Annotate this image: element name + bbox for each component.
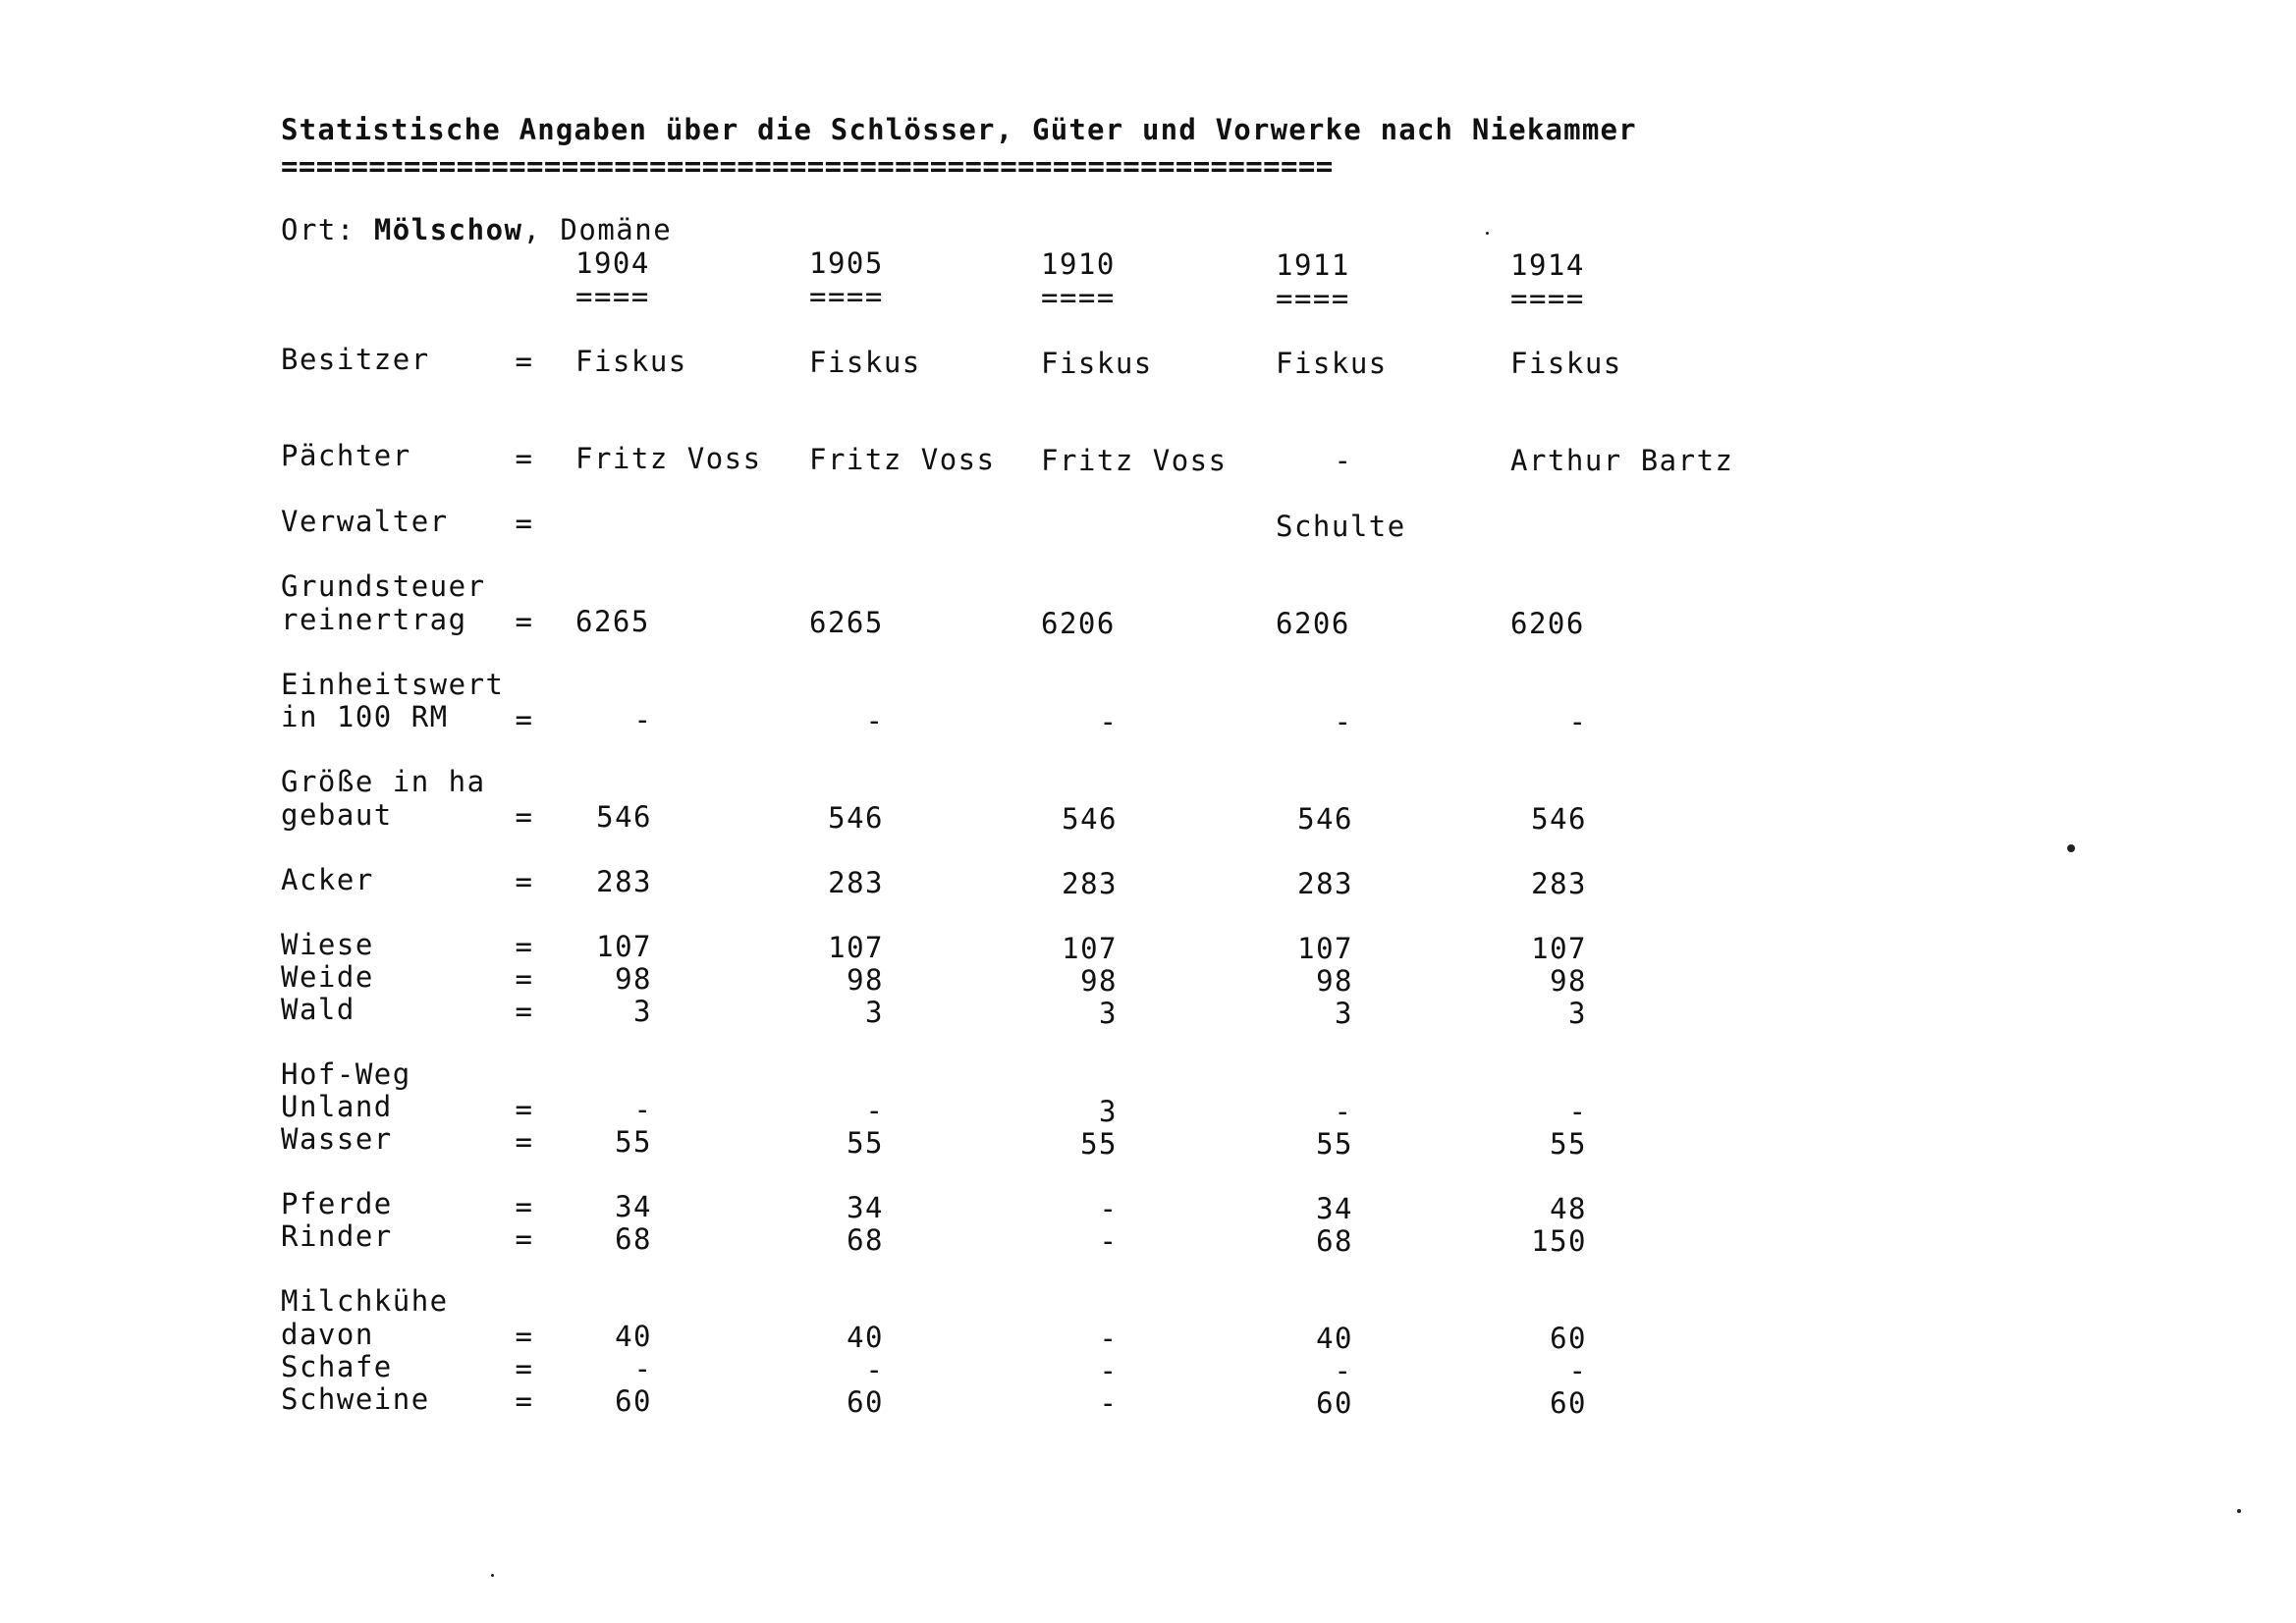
row-label-rinder: Rinder (281, 1219, 393, 1253)
cell-rinder-1911: 68 (1316, 1224, 1353, 1258)
cell-schafe-1914: - (1568, 1354, 1588, 1387)
cell-wald-1911: 3 (1335, 997, 1353, 1030)
cell-reinertrag-1905: 6265 (809, 606, 884, 639)
cell-schafe-1905: - (865, 1353, 885, 1386)
cell-schafe-1910: - (1099, 1354, 1119, 1387)
cell-unland-1914: - (1568, 1095, 1588, 1128)
cell-rinder-1905: 68 (847, 1223, 884, 1257)
row-label-groesse: Größe in ha (281, 765, 486, 798)
cell-pferde-1910: - (1099, 1192, 1119, 1225)
cell-gebaut-1911: 546 (1297, 802, 1353, 836)
cell-acker-1904: 283 (596, 865, 652, 898)
cell-einheitswert-1904: - (633, 703, 653, 736)
cell-schweine-1911: 60 (1316, 1386, 1353, 1420)
cell-reinertrag-1904: 6265 (575, 605, 650, 638)
cell-pferde-1911: 34 (1316, 1192, 1353, 1225)
cell-acker-1910: 283 (1062, 867, 1118, 900)
cell-reinertrag-1911: 6206 (1276, 607, 1350, 640)
cell-wasser-1904: 55 (615, 1125, 652, 1159)
year-underline-1910: ==== (1041, 281, 1116, 314)
row-label-hof-weg: Hof-Weg (281, 1057, 411, 1091)
cell-pferde-1914: 48 (1550, 1192, 1587, 1225)
row-equals: = (515, 865, 534, 898)
cell-rinder-1904: 68 (615, 1222, 652, 1256)
row-equals: = (515, 507, 534, 540)
cell-unland-1910: 3 (1099, 1095, 1118, 1128)
row-equals: = (515, 930, 534, 963)
document-title: Statistische Angaben über die Schlösser, Güter und Vorwerke nach Niekammer (281, 113, 1637, 146)
cell-unland-1911: - (1334, 1095, 1353, 1128)
cell-besitzer-1904: Fiskus (575, 345, 687, 378)
cell-wasser-1914: 55 (1550, 1127, 1587, 1161)
cell-acker-1914: 283 (1531, 867, 1587, 900)
row-label-pferde: Pferde (281, 1187, 393, 1220)
cell-wald-1904: 3 (633, 995, 652, 1028)
title-underline: ============================================================ (281, 149, 1334, 183)
row-label-gebaut: gebaut (281, 798, 393, 832)
row-equals: = (515, 442, 534, 475)
cell-rinder-1910: - (1099, 1224, 1119, 1258)
cell-besitzer-1914: Fiskus (1510, 347, 1622, 380)
row-label-besitzer: Besitzer (281, 343, 430, 376)
year-underline-1904: ==== (575, 280, 650, 313)
cell-schweine-1914: 60 (1550, 1386, 1587, 1420)
cell-wasser-1905: 55 (847, 1126, 884, 1160)
row-equals: = (515, 1222, 534, 1256)
cell-pferde-1905: 34 (847, 1191, 884, 1224)
scan-speck (2067, 844, 2075, 852)
cell-wald-1905: 3 (865, 996, 884, 1029)
cell-davon-1910: - (1099, 1322, 1119, 1355)
cell-wiese-1905: 107 (828, 931, 884, 964)
cell-rinder-1914: 150 (1531, 1224, 1587, 1258)
location-line (281, 213, 672, 246)
row-equals: = (515, 1352, 534, 1385)
cell-weide-1904: 98 (615, 962, 652, 996)
row-equals: = (515, 703, 534, 736)
cell-unland-1905: - (865, 1094, 885, 1127)
cell-paechter-1910: Fritz Voss (1041, 444, 1228, 477)
row-equals: = (515, 995, 534, 1028)
cell-davon-1914: 60 (1550, 1322, 1587, 1355)
cell-schweine-1904: 60 (615, 1384, 652, 1418)
cell-besitzer-1905: Fiskus (809, 346, 921, 379)
cell-einheitswert-1905: - (865, 704, 885, 737)
cell-wiese-1914: 107 (1531, 932, 1587, 965)
cell-pferde-1904: 34 (615, 1190, 652, 1223)
cell-besitzer-1911: Fiskus (1276, 347, 1388, 380)
cell-davon-1904: 40 (615, 1320, 652, 1353)
cell-schweine-1905: 60 (847, 1385, 884, 1419)
row-label-davon: davon (281, 1318, 374, 1351)
cell-acker-1905: 283 (828, 866, 884, 899)
cell-paechter-1914: Arthur Bartz (1510, 444, 1734, 477)
row-equals: = (515, 1125, 534, 1159)
scan-speck (2237, 1509, 2241, 1513)
year-underline-1911: ==== (1276, 282, 1350, 315)
year-underline-1914: ==== (1510, 282, 1585, 315)
cell-weide-1911: 98 (1316, 964, 1353, 998)
row-label-weide: Weide (281, 960, 374, 994)
cell-unland-1904: - (633, 1093, 653, 1126)
scan-speck (1486, 232, 1489, 235)
cell-wald-1910: 3 (1099, 997, 1118, 1030)
cell-weide-1914: 98 (1550, 964, 1587, 998)
cell-wasser-1911: 55 (1316, 1127, 1353, 1161)
row-label-schafe: Schafe (281, 1350, 393, 1383)
cell-gebaut-1904: 546 (596, 800, 652, 834)
cell-acker-1911: 283 (1297, 867, 1353, 900)
cell-paechter-1905: Fritz Voss (809, 443, 996, 476)
row-label-schweine: Schweine (281, 1382, 430, 1416)
row-equals: = (515, 962, 534, 996)
row-label-unland: Unland (281, 1090, 393, 1123)
year-header-1911: 1911 (1276, 248, 1350, 282)
cell-reinertrag-1910: 6206 (1041, 607, 1116, 640)
year-header-1904: 1904 (575, 246, 650, 280)
row-label-wald: Wald (281, 993, 355, 1026)
row-label-grundsteuer: Grundsteuer (281, 569, 486, 603)
cell-besitzer-1910: Fiskus (1041, 347, 1153, 380)
row-label-wiese: Wiese (281, 928, 374, 961)
cell-gebaut-1910: 546 (1062, 802, 1118, 836)
row-label-in-100-rm: in 100 RM (281, 700, 449, 733)
cell-einheitswert-1911: - (1334, 705, 1353, 738)
cell-reinertrag-1914: 6206 (1510, 607, 1585, 640)
cell-wasser-1910: 55 (1080, 1127, 1118, 1161)
row-equals: = (515, 605, 534, 638)
cell-wiese-1910: 107 (1062, 932, 1118, 965)
row-label-paechter: Pächter (281, 439, 411, 472)
cell-schafe-1911: - (1334, 1354, 1353, 1387)
row-label-wasser: Wasser (281, 1122, 393, 1156)
row-equals: = (515, 1190, 534, 1223)
cell-davon-1905: 40 (847, 1321, 884, 1354)
row-equals: = (515, 1093, 534, 1126)
cell-verwalter-1911: Schulte (1276, 510, 1406, 543)
cell-gebaut-1905: 546 (828, 801, 884, 835)
cell-paechter-1904: Fritz Voss (575, 442, 762, 475)
cell-weide-1910: 98 (1080, 964, 1118, 998)
cell-schweine-1910: - (1099, 1386, 1119, 1420)
cell-schafe-1904: - (633, 1352, 653, 1385)
row-label-reinertrag: reinertrag (281, 603, 467, 636)
row-equals: = (515, 1384, 534, 1418)
location-type: , Domäne (522, 213, 673, 246)
row-label-milchkuehe: Milchkühe (281, 1284, 449, 1318)
row-label-einheitswert: Einheitswert (281, 668, 505, 701)
year-header-1905: 1905 (809, 246, 884, 280)
cell-einheitswert-1914: - (1568, 705, 1588, 738)
year-header-1910: 1910 (1041, 247, 1116, 281)
row-equals: = (515, 1320, 534, 1353)
row-equals: = (515, 800, 534, 834)
row-equals: = (515, 345, 534, 378)
cell-wiese-1911: 107 (1297, 932, 1353, 965)
cell-wiese-1904: 107 (596, 930, 652, 963)
row-label-verwalter: Verwalter (281, 505, 449, 538)
cell-einheitswert-1910: - (1099, 705, 1119, 738)
cell-paechter-1911: - (1334, 444, 1353, 477)
location-label: Ort: (281, 213, 355, 246)
cell-wald-1914: 3 (1568, 997, 1587, 1030)
year-underline-1905: ==== (809, 280, 884, 313)
scan-speck (491, 1574, 494, 1577)
cell-davon-1911: 40 (1316, 1322, 1353, 1355)
row-label-acker: Acker (281, 863, 374, 896)
year-header-1914: 1914 (1510, 248, 1585, 282)
location-name: Mölschow (373, 213, 523, 246)
cell-gebaut-1914: 546 (1531, 802, 1587, 836)
cell-weide-1905: 98 (847, 963, 884, 997)
